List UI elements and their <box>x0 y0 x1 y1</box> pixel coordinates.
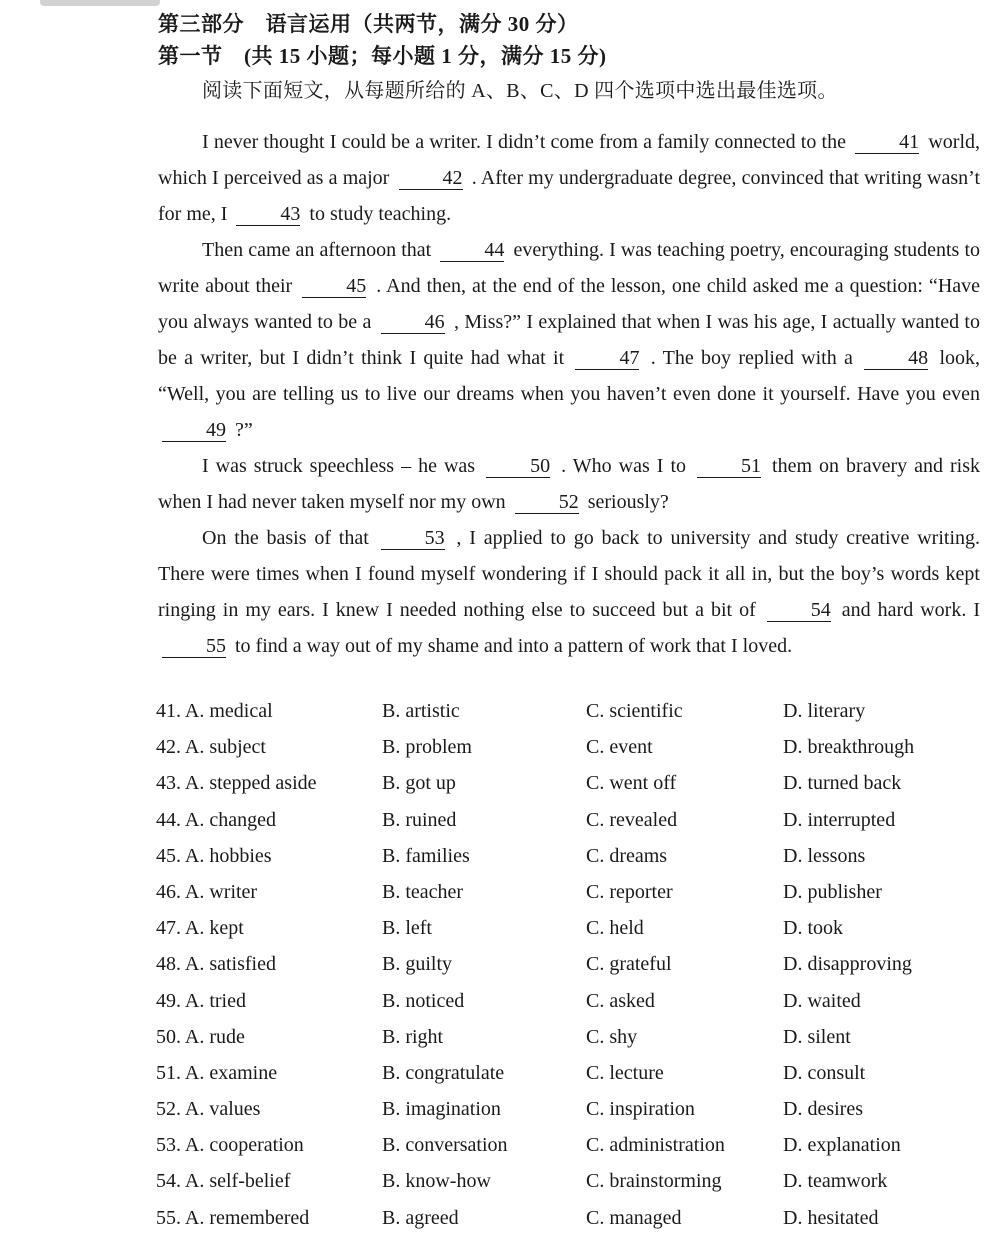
option-row <box>156 1062 976 1098</box>
option-row <box>156 700 976 736</box>
option-d: D. teamwork <box>783 1170 888 1193</box>
option-a: 50. A. rude <box>156 1025 245 1048</box>
passage-paragraph <box>158 448 980 520</box>
option-a: 49. A. tried <box>156 989 246 1012</box>
option-row <box>156 1026 976 1062</box>
passage-paragraph <box>158 232 980 448</box>
option-c: C. reporter <box>586 880 673 903</box>
option-row <box>156 1098 976 1134</box>
blank-43: 43 <box>236 203 300 226</box>
option-c: C. event <box>586 736 653 759</box>
option-c: C. dreams <box>586 844 668 867</box>
passage-text: them on bravery and risk when I had never taken myself nor my own <box>158 455 981 513</box>
option-b: B. agreed <box>382 1206 459 1229</box>
option-b: B. ruined <box>382 808 457 831</box>
option-a: 42. A. subject <box>156 736 266 759</box>
option-b: B. problem <box>382 736 472 759</box>
blank-42: 42 <box>399 167 463 190</box>
option-row <box>156 736 976 772</box>
passage-text: I never thought I could be a writer. I didn’t come from a family connected to the <box>202 131 846 153</box>
option-row <box>156 1207 976 1243</box>
passage-text: . Who was I to <box>561 455 686 477</box>
option-b: B. got up <box>382 772 456 795</box>
answer-options <box>156 700 976 1243</box>
passage-text: to study teaching. <box>309 203 452 225</box>
option-b: B. noticed <box>382 989 465 1012</box>
passage-text: world, which I perceived as a major <box>158 131 981 189</box>
option-d: D. literary <box>783 700 866 722</box>
passage-text: ?” <box>235 419 253 441</box>
option-c: C. asked <box>586 989 655 1012</box>
option-d: D. waited <box>783 989 861 1012</box>
option-d: D. turned back <box>783 772 902 795</box>
option-c: C. grateful <box>586 953 672 976</box>
blank-46: 46 <box>381 311 445 334</box>
option-a: 43. A. stepped aside <box>156 772 317 795</box>
option-d: D. breakthrough <box>783 736 915 759</box>
passage-text: I was struck speechless – he was <box>202 455 476 477</box>
option-d: D. disapproving <box>783 953 912 976</box>
blank-55: 55 <box>162 635 226 658</box>
option-c: C. managed <box>586 1206 682 1229</box>
passage-text: seriously? <box>587 491 669 513</box>
blank-54: 54 <box>767 599 831 622</box>
option-row <box>156 881 976 917</box>
option-b: B. know-how <box>382 1170 491 1193</box>
option-a: 53. A. cooperation <box>156 1134 304 1157</box>
option-d: D. lessons <box>783 844 866 867</box>
passage-paragraph <box>158 520 980 664</box>
option-d: D. silent <box>783 1025 851 1048</box>
option-b: B. guilty <box>382 953 453 976</box>
option-a: 47. A. kept <box>156 917 244 940</box>
blank-49: 49 <box>162 419 226 442</box>
option-a: 55. A. remembered <box>156 1206 310 1229</box>
passage-text: and hard work. I <box>841 599 981 621</box>
option-a: 51. A. examine <box>156 1061 278 1084</box>
option-a: 46. A. writer <box>156 880 258 903</box>
option-c: C. brainstorming <box>586 1170 722 1193</box>
blank-51: 51 <box>697 455 761 478</box>
passage-text: look, “Well, you are telling us to live our dreams when you haven’t even done it yourself. Have you even <box>158 347 981 405</box>
passage-text: everything. I was teaching poetry, encouraging students to write about their <box>158 239 980 297</box>
option-row <box>156 990 976 1026</box>
scan-shadow <box>40 0 160 6</box>
instruction: 阅读下面短文，从每题所给的 A、B、C、D 四个选项中选出最佳选项。 <box>202 80 838 102</box>
option-a: 44. A. changed <box>156 808 276 831</box>
part-title: 第三部分 语言运用（共两节，满分 30 分） <box>158 12 579 36</box>
blank-48: 48 <box>864 347 928 370</box>
option-c: C. shy <box>586 1025 638 1048</box>
passage-text: , I applied to go back to university and study creative writing. There were times when I found myself wondering if I should pack it all in, but the boy’s words kept ringing in my ears. I knew I needed nothing else to succeed but a bit of <box>158 527 980 621</box>
option-row <box>156 1170 976 1206</box>
passage-text: . And then, at the end of the lesson, one child asked me a question: “Have you always wanted to be a <box>158 275 981 333</box>
blank-44: 44 <box>440 239 504 262</box>
blank-45: 45 <box>302 275 366 298</box>
option-c: C. administration <box>586 1134 725 1157</box>
passage-paragraph <box>158 124 980 232</box>
option-b: B. right <box>382 1025 444 1048</box>
passage-text: Then came an afternoon that <box>202 239 432 261</box>
option-a: 45. A. hobbies <box>156 844 272 867</box>
option-row <box>156 953 976 989</box>
reading-passage <box>158 124 980 664</box>
passage-text: . After my undergraduate degree, convinced that writing wasn’t for me, I <box>158 167 981 225</box>
blank-53: 53 <box>381 527 445 550</box>
option-row <box>156 809 976 845</box>
option-row <box>156 917 976 953</box>
option-b: B. artistic <box>382 700 460 722</box>
section-title: 第一节 (共 15 小题；每小题 1 分，满分 15 分) <box>158 44 607 68</box>
option-b: B. congratulate <box>382 1061 505 1084</box>
option-b: B. imagination <box>382 1098 501 1121</box>
option-row <box>156 845 976 881</box>
option-a: 54. A. self-belief <box>156 1170 291 1193</box>
passage-text: , Miss?” I explained that when I was his age, I actually wanted to be a writer, but I didn’t think I quite had what it <box>158 311 980 369</box>
passage-text: . The boy replied with a <box>650 347 853 369</box>
blank-41: 41 <box>855 131 919 154</box>
option-b: B. teacher <box>382 880 464 903</box>
option-row <box>156 772 976 808</box>
blank-47: 47 <box>575 347 639 370</box>
option-d: D. hesitated <box>783 1206 879 1229</box>
option-d: D. desires <box>783 1098 863 1121</box>
option-d: D. publisher <box>783 880 882 903</box>
option-a: 52. A. values <box>156 1098 261 1121</box>
option-d: D. explanation <box>783 1134 901 1157</box>
option-c: C. went off <box>586 772 677 795</box>
option-c: C. held <box>586 917 644 940</box>
option-a: 48. A. satisfied <box>156 953 276 976</box>
option-b: B. left <box>382 917 432 940</box>
option-c: C. lecture <box>586 1061 664 1084</box>
blank-50: 50 <box>486 455 550 478</box>
option-c: C. scientific <box>586 700 683 722</box>
option-row <box>156 1134 976 1170</box>
option-d: D. consult <box>783 1061 866 1084</box>
option-b: B. conversation <box>382 1134 508 1157</box>
option-d: D. interrupted <box>783 808 896 831</box>
option-a: 41. A. medical <box>156 700 273 722</box>
option-d: D. took <box>783 917 843 940</box>
blank-52: 52 <box>515 491 579 514</box>
passage-text: On the basis of that <box>202 527 369 549</box>
option-c: C. revealed <box>586 808 678 831</box>
option-c: C. inspiration <box>586 1098 695 1121</box>
passage-text: to find a way out of my shame and into a pattern of work that I loved. <box>235 635 793 657</box>
option-b: B. families <box>382 844 470 867</box>
